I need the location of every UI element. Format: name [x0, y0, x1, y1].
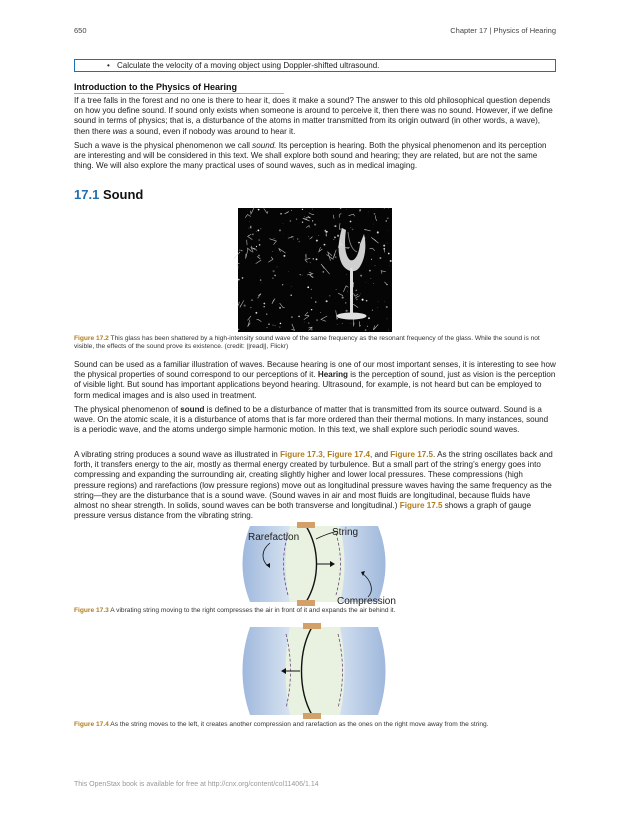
p5-text-b: . As the string oscillates back and forth, it transfers energy to the air, mostly as thermal energy created by turbulence. But a small part of the string’s energy goes into compressing and expanding the surrounding air, creating slightly higher and lower local pressures. These compressions (high pressure regions) and rarefactions (low pressure regions) move out as longitudinal pressure waves having the same frequency as the string—they are the disturbance that is a sound wave. (Sound waves in air and most fluids are longitudinal, because fluids have almost no shear strength. In solids, sound waves can be both transverse and longitudinal.) — [74, 450, 553, 511]
intro-p2-emphasis: sound. — [252, 141, 277, 150]
figure-17-4-link[interactable]: Figure 17.4 — [327, 450, 371, 459]
rarefaction-label: Rarefaction — [248, 532, 300, 543]
figure-17-2-caption-text: This glass has been shattered by a high-intensity sound wave of the same frequency as the resonant frequency of the glass. While the sound is not visible, the effects of the sound prove its existence. (credit: ||read||, Flickr) — [74, 335, 540, 351]
figure-17-3-diagram — [240, 521, 396, 607]
objective-bullet: • — [107, 61, 110, 70]
top-clamp — [297, 522, 315, 528]
figure-17-3-caption — [74, 607, 556, 615]
compression-label: Compression — [337, 596, 396, 607]
figure-17-3-caption-text: A vibrating string moving to the right compresses the air in front of it and expands the air behind it. — [108, 607, 396, 614]
section-number: 17.1 — [74, 187, 100, 202]
figure-17-3-label: Figure 17.3 — [74, 607, 109, 614]
figure-17-4-label: Figure 17.4 — [74, 721, 109, 728]
intro-p1-text-b: a sound, even if nobody was around to hear it. — [127, 126, 296, 136]
intro-heading: Introduction to the Physics of Hearing — [74, 82, 284, 94]
figure-17-5-link-2[interactable]: Figure 17.5 — [399, 501, 443, 511]
bottom-clamp-2 — [303, 713, 321, 719]
p4-bold-term: sound — [180, 405, 205, 414]
figure-17-4-caption-text: As the string moves to the left, it creates another compression and rarefaction as the ones on the right move away from the string. — [108, 721, 489, 728]
body-paragraph-3 — [74, 450, 556, 521]
intro-paragraph-2 — [74, 141, 556, 172]
footer-text: This OpenStax book is available for free at http://cnx.org/content/col11406/1.14 — [74, 781, 319, 788]
p5-sep-2: , and — [370, 450, 391, 459]
p3-text-b: is the perception of sound, just as vision is the perception of visible light. But sound has important applications beyond hearing. Ultrasound, for example, is not heard but can be employed to form medical images and is also used in treatment. — [74, 370, 556, 400]
intro-paragraph-1 — [74, 96, 556, 137]
p4-text-a: The physical phenomenon of — [74, 405, 181, 414]
p4-text-b: is defined to be a disturbance of matter that is transmitted from its source outward. Sound is a wave. On the atomic scale, it is a disturbance of atoms that is far more ordered than their thermal motions. In many instances, sound is a periodic wave, and the atoms undergo simple harmonic motion. In this text, we shall explore such periodic sound waves. — [74, 405, 549, 435]
objective-text: Calculate the velocity of a moving object using Doppler-shifted ultrasound. — [117, 61, 380, 70]
intro-p1-text-a: If a tree falls in the forest and no one is there to hear it, does it make a sound? The answer to this old philosophical question depends on how you define sound. If sound only exists when someone is around to perceive it, then there was no sound. However, if we define sound in terms of physics; that is, a disturbance of the atoms in matter transmitted from its origin outward (in other words, a wave), then there — [74, 96, 553, 136]
p3-text-a: Sound can be used as a familiar illustration of waves. Because hearing is one of our most important senses, it is interesting to see how the physical properties of sound correspond to our perceptions of it. — [74, 360, 556, 380]
figure-17-2-caption — [74, 335, 556, 352]
body-paragraph-2 — [74, 405, 556, 436]
figure-17-2-label: Figure 17.2 — [74, 335, 109, 342]
string-label: String — [332, 527, 359, 538]
figure-17-4-diagram — [240, 622, 390, 720]
section-title: Sound — [102, 187, 144, 202]
shattered-glass-photo — [238, 208, 392, 332]
page-number: 650 — [74, 26, 87, 35]
figure-17-3-link[interactable]: Figure 17.3 — [280, 450, 323, 459]
intro-p1-emphasis: was — [112, 126, 128, 136]
chapter-header: Chapter 17 | Physics of Hearing — [450, 26, 556, 35]
body-paragraph-1 — [74, 360, 556, 401]
p5-text-a: A vibrating string produces a sound wave as illustrated in — [74, 450, 281, 459]
top-clamp-2 — [303, 623, 321, 629]
section-heading — [74, 187, 143, 202]
intro-p2-text-a: Such a wave is the physical phenomenon we call — [74, 141, 253, 150]
bottom-clamp — [297, 600, 315, 606]
intro-p2-text-b: Its perception is hearing. Both the physical phenomenon and its perception are interesting and will be considered in this text. We shall explore both sound and hearing; they are related, but are not the same thing. We will also explore the many practical uses of sound waves, such as in medical imaging. — [74, 141, 547, 171]
figure-17-5-link[interactable]: Figure 17.5 — [390, 450, 434, 459]
objective-box — [74, 59, 556, 72]
p3-bold-term: Hearing — [317, 370, 348, 380]
p5-sep-1: , — [322, 450, 328, 459]
figure-17-4-caption — [74, 721, 556, 729]
p5-text-c: shows a graph of gauge pressure versus distance from the vibrating string. — [74, 501, 532, 521]
